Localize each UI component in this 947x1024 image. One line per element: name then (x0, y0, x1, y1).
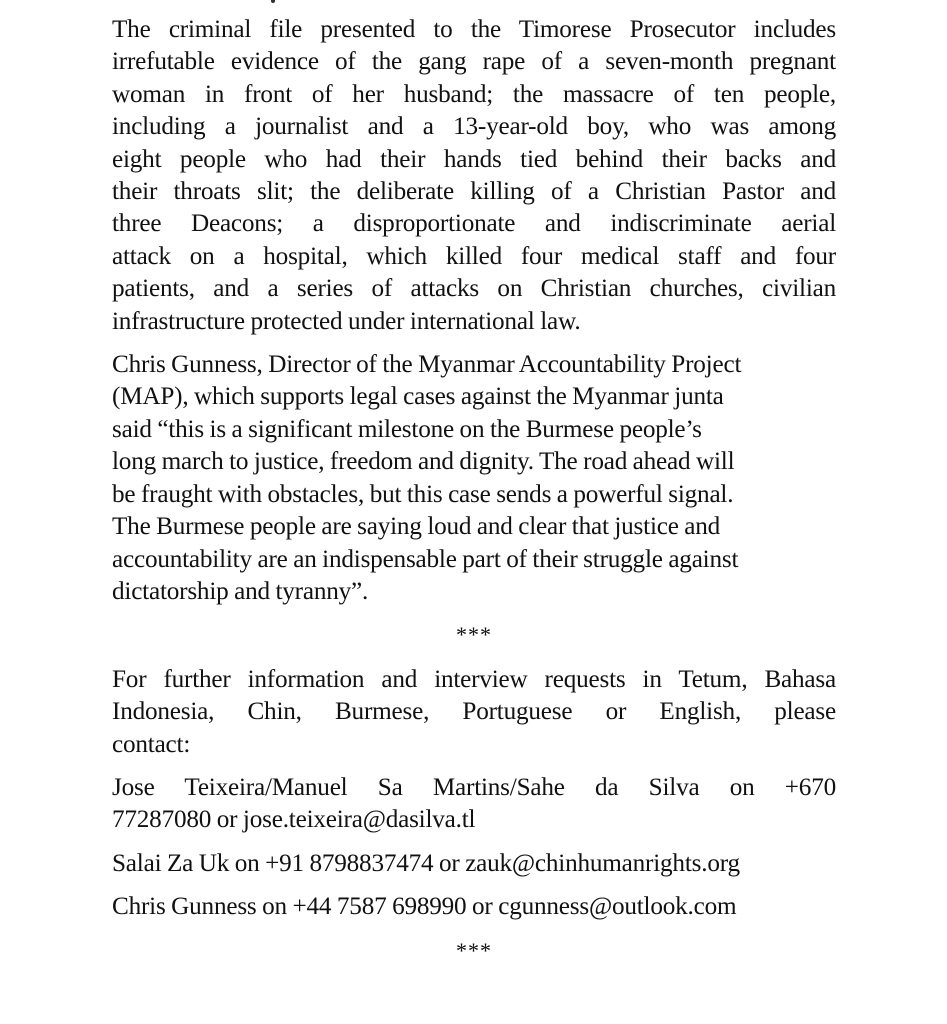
text-line: their throats slit; the deliberate killing of a Christian Pastor and (112, 178, 836, 206)
contact-line: 77287080 or jose.teixeira@dasilva.tl (112, 806, 476, 834)
press-release-page (112, 14, 836, 979)
paragraph-criminal-file (112, 14, 836, 338)
text-line: long march to justice, freedom and dignity. The road ahead will (112, 448, 735, 476)
text-line: infrastructure protected under international law. (112, 307, 581, 335)
text-line: contact: (112, 730, 191, 758)
text-line: patients, and a series of attacks on Christian churches, civilian (112, 275, 836, 303)
text-line: three Deacons; a disproportionate and indiscriminate aerial (112, 210, 836, 238)
text-line: dictatorship and tyranny”. (112, 577, 369, 605)
contact-line: Chris Gunness on +44 7587 698990 or cgunness@outlook.com (112, 893, 737, 921)
text-line: The criminal file presented to the Timorese Prosecutor includes (112, 16, 836, 43)
text-line: said “this is a significant milestone on the Burmese people’s (112, 415, 702, 443)
text-line: accountability are an indispensable part of their struggle against (112, 545, 739, 573)
text-line: Chris Gunness, Director of the Myanmar Accountability Project (112, 351, 742, 379)
text-line: Indonesia, Chin, Burmese, Portuguese or English, please (112, 698, 836, 726)
previous-line-fragment (271, 0, 275, 3)
contact-line: Salai Za Uk on +91 8798837474 or zauk@chinhumanrights.org (112, 849, 740, 877)
text-line: attack on a hospital, which killed four medical staff and four (112, 242, 836, 270)
paragraph-further-info (112, 664, 836, 761)
section-separator: *** (456, 622, 492, 648)
text-line: The Burmese people are saying loud and clear that justice and (112, 513, 721, 541)
text-line: (MAP), which supports legal cases against the Myanmar junta (112, 383, 724, 411)
text-line: including a journalist and a 13-year-old boy, who was among (112, 113, 836, 141)
text-line: For further information and interview requests in Tetum, Bahasa (112, 665, 836, 693)
paragraph-gunness-quote (112, 349, 836, 608)
text-line: woman in front of her husband; the massacre of ten people, (112, 80, 836, 108)
text-line: be fraught with obstacles, but this case sends a powerful signal. (112, 480, 734, 508)
section-separator: *** (456, 937, 492, 963)
contact-salai-za-uk (112, 848, 836, 880)
contact-teixeira (112, 772, 836, 837)
contact-chris-gunness (112, 891, 836, 923)
contact-line: Jose Teixeira/Manuel Sa Martins/Sahe da Silva on +670 (112, 773, 836, 801)
text-line: irrefutable evidence of the gang rape of a seven-month pregnant (112, 48, 836, 76)
text-line: eight people who had their hands tied behind their backs and (112, 145, 836, 173)
